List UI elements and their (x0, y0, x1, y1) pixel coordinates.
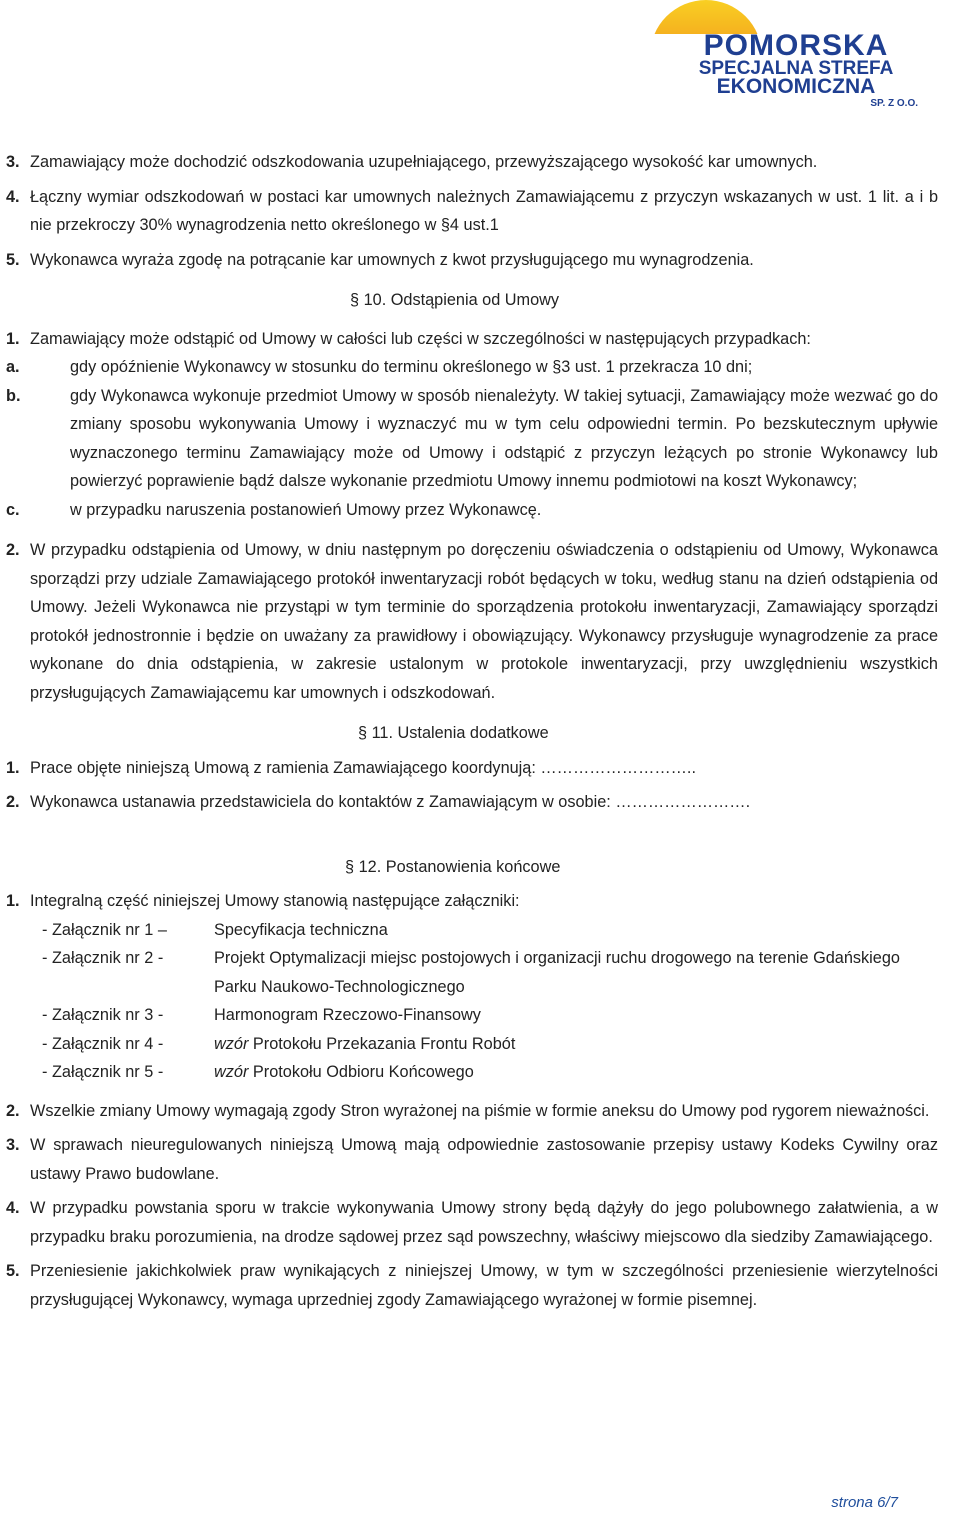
subitem-text: w przypadku naruszenia postanowień Umowy przez Wykonawcę. (70, 500, 542, 519)
item-number: 1. (6, 758, 20, 777)
section-10-subitem-a (0, 353, 960, 382)
item-text: W przypadku powstania sporu w trakcie wykonywania Umowy strony będą dążyły do jego polubownego załatwienia, a w przypadku braku porozumienia, na drodze sądowej przez sąd powszechny, właściwy miejscowo dla siedziby Zamawiającego. (30, 1199, 938, 1246)
item-number: 3. (6, 1136, 20, 1154)
item-text: W przypadku odstąpienia od Umowy, w dniu następnym po doręczeniu oświadczenia o odstąpieniu od Umowy, Wykonawca sporządzi przy udziale Zamawiającego protokół inwentaryzacji robót będących w toku, według stanu na dzień odstąpienia od Umowy. Jeżeli Wykonawca nie przystąpi w tym terminie do sporządzenia protokołu inwentaryzacji, Zamawiający sporządzi protokół jednostronnie i będzie on uważany za prawidłowy i obowiązujący. Wykonawcy przysługuje wynagrodzenie za prace wykonane do dnia odstąpienia, w zakresie ustalonym w protokole inwentaryzacji, przy uwzględnieniu wszystkich przysługujących Zamawiającemu kar umownych i odszkodowań. (30, 541, 938, 702)
section-10-item-2 (0, 536, 960, 707)
attachment-desc: Protokołu Odbioru Końcowego (248, 1063, 474, 1081)
attachment-row (0, 944, 960, 1001)
logo-line-2: SPECJALNA STREFA (698, 58, 894, 79)
item-text: Zamawiający może dochodzić odszkodowania uzupełniającego, przewyższającego wysokość kar umownych. (30, 153, 818, 171)
subitem-text: gdy opóźnienie Wykonawcy w stosunku do terminu określonego w §3 ust. 1 przekracza 10 dni; (70, 358, 753, 376)
section-10-item-1 (0, 325, 960, 354)
section-12-item-2 (0, 1097, 960, 1126)
item-number: 4. (6, 187, 20, 206)
item-number: 5. (6, 250, 20, 269)
item-number: 2. (6, 793, 20, 811)
attachment-label: - Załącznik nr 3 - (42, 1006, 164, 1024)
attachment-label: - Załącznik nr 1 – (42, 920, 167, 939)
section-12-item-4 (0, 1194, 960, 1251)
intro-item-5 (0, 246, 960, 275)
attachment-label: - Załącznik nr 4 - (42, 1034, 164, 1053)
intro-item-3 (0, 148, 960, 177)
section-11-item-2 (0, 788, 960, 817)
item-text: Wykonawca wyraża zgodę na potrącanie kar umownych z kwot przysługującego mu wynagrodzenia. (30, 250, 754, 269)
item-number: 2. (6, 541, 20, 559)
item-number: 5. (6, 1262, 20, 1280)
item-text: W sprawach nieuregulowanych niniejszą Umową mają odpowiednie zastosowanie przepisy ustawy Kodeks Cywilny oraz ustawy Prawo budowlane. (30, 1136, 938, 1183)
attachment-desc-wrap (214, 1001, 938, 1030)
item-number: 4. (6, 1199, 20, 1217)
logo-line-4: SP. Z O.O. (870, 98, 918, 108)
item-number: 1. (6, 892, 20, 910)
section-10-subitem-c (0, 496, 960, 525)
subitem-label: a. (6, 358, 20, 376)
attachment-label: - Załącznik nr 5 - (42, 1063, 164, 1081)
item-text: Łączny wymiar odszkodowań w postaci kar umownych należnych Zamawiającemu z przyczyn wskazanych w ust. 1 lit. a i b nie przekroczy 30% wynagrodzenia netto określonego w §4 ust.1 (30, 187, 938, 234)
subitem-label: b. (6, 386, 21, 405)
section-12-heading: § 12. Postanowienia końcowe (345, 857, 561, 876)
section-11-item-1 (0, 754, 960, 783)
item-number: 2. (6, 1101, 20, 1120)
section-12-item-3 (0, 1131, 960, 1188)
attachment-label: - Załącznik nr 2 - (42, 949, 164, 967)
item-text: Prace objęte niniejszą Umową z ramienia Zamawiającego koordynują: ……………………….. (30, 758, 696, 777)
subitem-text: gdy Wykonawca wykonuje przedmiot Umowy w sposób nienależyty. W takiej sytuacji, Zamawiający może wezwać go do zmiany sposobu wykonywania Umowy i wyznaczyć mu w tym celu odpowiedni termin. Po bezskutecznym upływie wyznaczonego terminu Zamawiający może od Umowy i odstąpić z przyczyn leżących po stronie Wykonawcy lub powierzyć poprawienie bądź dalsze wykonanie przedmiotu Umowy innemu podmiotowi na koszt Wykonawcy; (70, 386, 938, 490)
attachment-row (0, 1058, 960, 1087)
logo-line-3: EKONOMICZNA (716, 75, 876, 98)
item-text: Przeniesienie jakichkolwiek praw wynikających z niniejszej Umowy, w tym w szczególności przeniesienie wierzytelności przysługującej Wykonawcy, wymaga uprzedniej zgody Zamawiającego wyrażonej w formie pisemnej. (30, 1262, 938, 1309)
attachment-desc: Protokołu Przekazania Frontu Robót (248, 1034, 516, 1053)
attachment-row (0, 1001, 960, 1030)
section-10-subitem-b (0, 382, 960, 496)
section-12-item-5 (0, 1257, 960, 1314)
attachment-desc-wrap (214, 916, 938, 945)
company-logo (616, 0, 946, 108)
item-number: 1. (6, 329, 20, 348)
attachment-italic: wzór (214, 1063, 249, 1081)
section-11-heading: § 11. Ustalenia dodatkowe (358, 724, 549, 742)
item-text: Integralną część niniejszej Umowy stanowią następujące załączniki: (30, 892, 520, 910)
intro-item-4 (0, 183, 960, 240)
attachment-row (0, 1030, 960, 1059)
section-12-item-1 (0, 887, 960, 916)
attachment-desc: Harmonogram Rzeczowo-Finansowy (214, 1006, 481, 1024)
section-10-heading: § 10. Odstąpienia od Umowy (350, 291, 560, 309)
attachment-desc: Projekt Optymalizacji miejsc postojowych i organizacji ruchu drogowego na terenie Gdańskiego Parku Naukowo-Technologicznego (214, 949, 900, 996)
attachment-desc: Specyfikacja techniczna (214, 920, 388, 939)
document-body (0, 148, 960, 1314)
attachment-row (0, 916, 960, 945)
logo-line-1: POMORSKA (703, 29, 889, 62)
item-text: Zamawiający może odstąpić od Umowy w całości lub części w szczególności w następujących przypadkach: (30, 329, 811, 348)
attachment-desc-wrap (214, 1030, 938, 1059)
item-text: Wykonawca ustanawia przedstawiciela do kontaktów z Zamawiającym w osobie: ……………………. (30, 793, 751, 811)
item-text: Wszelkie zmiany Umowy wymagają zgody Stron wyrażonej na piśmie w formie aneksu do Umowy pod rygorem nieważności. (30, 1101, 930, 1120)
subitem-label: c. (6, 500, 20, 519)
attachment-italic: wzór (214, 1034, 249, 1053)
attachment-desc-wrap (214, 944, 938, 1001)
item-number: 3. (6, 153, 20, 171)
page-number: strona 6/7 (831, 1494, 898, 1511)
attachment-desc-wrap (214, 1058, 938, 1087)
